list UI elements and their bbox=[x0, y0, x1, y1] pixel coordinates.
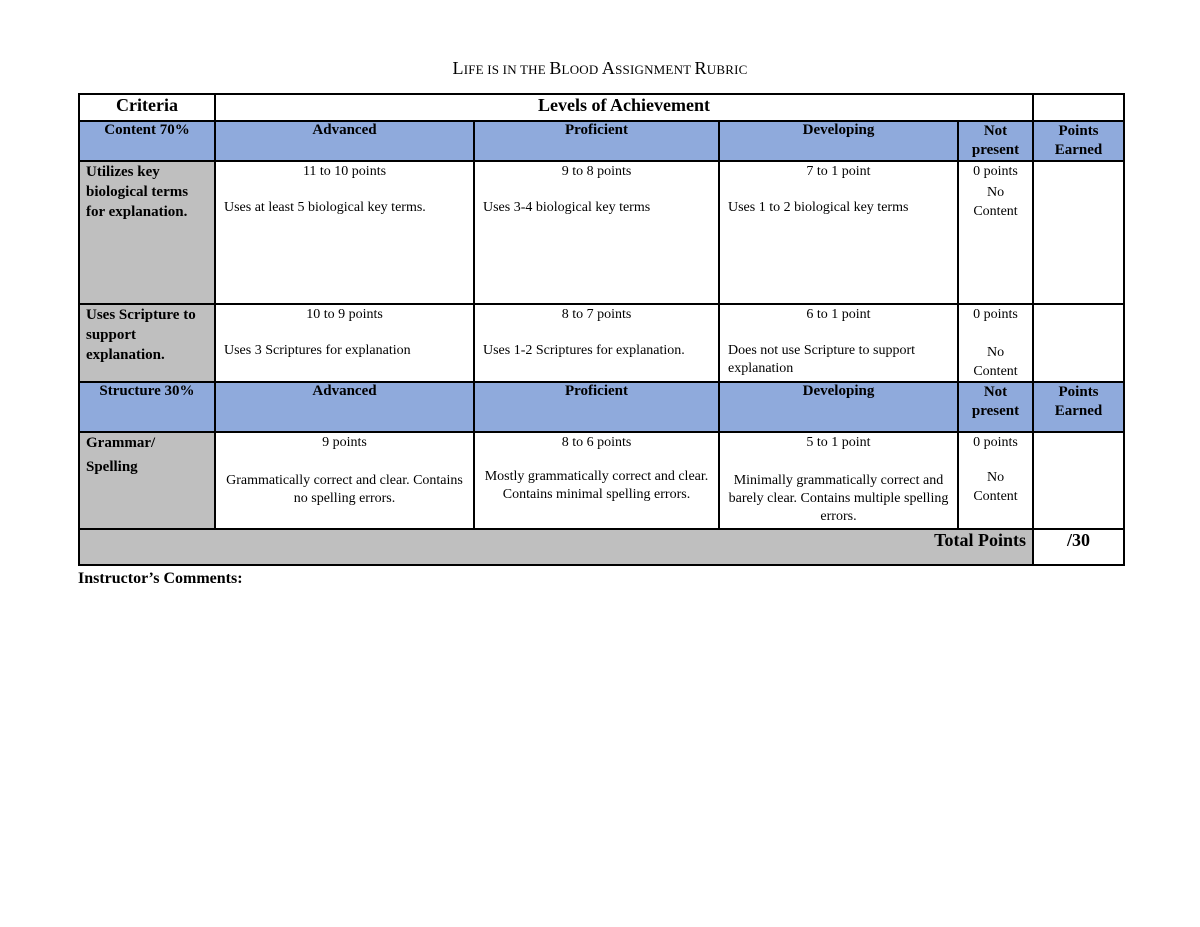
points-earned-cell bbox=[1033, 432, 1124, 529]
document-title: LIFE IS IN THE BLOOD ASSIGNMENT RUBRIC bbox=[452, 58, 748, 78]
column-not-present: Not present bbox=[958, 121, 1033, 161]
developing-cell bbox=[719, 161, 958, 304]
points-range: 11 to 10 points bbox=[302, 164, 387, 179]
rubric-header-row bbox=[79, 94, 1124, 121]
column-advanced: Advanced bbox=[215, 121, 474, 161]
description: Uses 1 to 2 biological key terms bbox=[728, 200, 909, 215]
not-present-cell bbox=[958, 161, 1033, 304]
proficient-cell bbox=[474, 432, 719, 529]
description: No Content bbox=[973, 185, 1018, 219]
criteria-cell: Uses Scripture to support explanation. bbox=[79, 304, 215, 382]
advanced-cell bbox=[215, 161, 474, 304]
points-range: 8 to 7 points bbox=[561, 307, 632, 322]
column-proficient: Proficient bbox=[474, 121, 719, 161]
advanced-cell bbox=[215, 304, 474, 382]
blank-header-cell bbox=[1033, 94, 1124, 121]
proficient-cell bbox=[474, 161, 719, 304]
description: No Content bbox=[973, 345, 1018, 379]
column-points-earned: Points Earned bbox=[1033, 121, 1124, 161]
not-present-cell bbox=[958, 432, 1033, 529]
column-proficient: Proficient bbox=[474, 382, 719, 432]
column-developing: Developing bbox=[719, 382, 958, 432]
table-row bbox=[79, 304, 1124, 382]
points-range: 10 to 9 points bbox=[306, 307, 383, 322]
column-not-present: Not present bbox=[958, 382, 1033, 432]
description: Does not use Scripture to support explanation bbox=[728, 343, 916, 376]
description: No Content bbox=[973, 470, 1018, 504]
description: Minimally grammatically correct and barely clear. Contains multiple spelling errors. bbox=[728, 473, 949, 524]
points-range: 5 to 1 point bbox=[806, 435, 871, 450]
advanced-cell bbox=[215, 432, 474, 529]
points-range: 7 to 1 point bbox=[806, 164, 871, 179]
section-header-content bbox=[79, 121, 1124, 161]
column-points-earned: Points Earned bbox=[1033, 382, 1124, 432]
description: Uses 3-4 biological key terms bbox=[483, 200, 651, 215]
rubric-table bbox=[78, 93, 1125, 566]
instructor-comments-label: Instructor’s Comments: bbox=[78, 570, 243, 587]
points-range: 9 points bbox=[322, 435, 367, 450]
points-range: 0 points bbox=[973, 164, 1018, 179]
levels-header: Levels of Achievement bbox=[215, 94, 1033, 121]
description: Mostly grammatically correct and clear. Contains minimal spelling errors. bbox=[484, 469, 709, 502]
points-range: 0 points bbox=[973, 307, 1018, 322]
criteria-cell: Utilizes key biological terms for explanation. bbox=[79, 161, 215, 304]
proficient-cell bbox=[474, 304, 719, 382]
total-points-label: Total Points bbox=[79, 529, 1033, 565]
not-present-cell bbox=[958, 304, 1033, 382]
column-advanced: Advanced bbox=[215, 382, 474, 432]
total-row bbox=[79, 529, 1124, 565]
points-earned-cell bbox=[1033, 304, 1124, 382]
points-range: 9 to 8 points bbox=[561, 164, 632, 179]
section-header-structure bbox=[79, 382, 1124, 432]
description: Uses at least 5 biological key terms. bbox=[224, 200, 426, 215]
points-range: 8 to 6 points bbox=[561, 435, 632, 450]
description: Uses 1-2 Scriptures for explanation. bbox=[483, 343, 685, 358]
criteria-line: Grammar/ bbox=[86, 435, 156, 451]
description: Uses 3 Scriptures for explanation bbox=[224, 343, 411, 358]
description: Grammatically correct and clear. Contains no spelling errors. bbox=[226, 473, 463, 506]
section-label: Content 70% bbox=[79, 121, 215, 161]
total-points-value: /30 bbox=[1033, 529, 1124, 565]
points-range: 0 points bbox=[973, 435, 1018, 450]
criteria-line: Spelling bbox=[86, 459, 138, 475]
developing-cell bbox=[719, 432, 958, 529]
column-developing: Developing bbox=[719, 121, 958, 161]
points-earned-cell bbox=[1033, 161, 1124, 304]
developing-cell bbox=[719, 304, 958, 382]
criteria-header: Criteria bbox=[79, 94, 215, 121]
section-label: Structure 30% bbox=[79, 382, 215, 432]
table-row bbox=[79, 432, 1124, 529]
criteria-cell bbox=[79, 432, 215, 529]
points-range: 6 to 1 point bbox=[806, 307, 871, 322]
table-row bbox=[79, 161, 1124, 304]
